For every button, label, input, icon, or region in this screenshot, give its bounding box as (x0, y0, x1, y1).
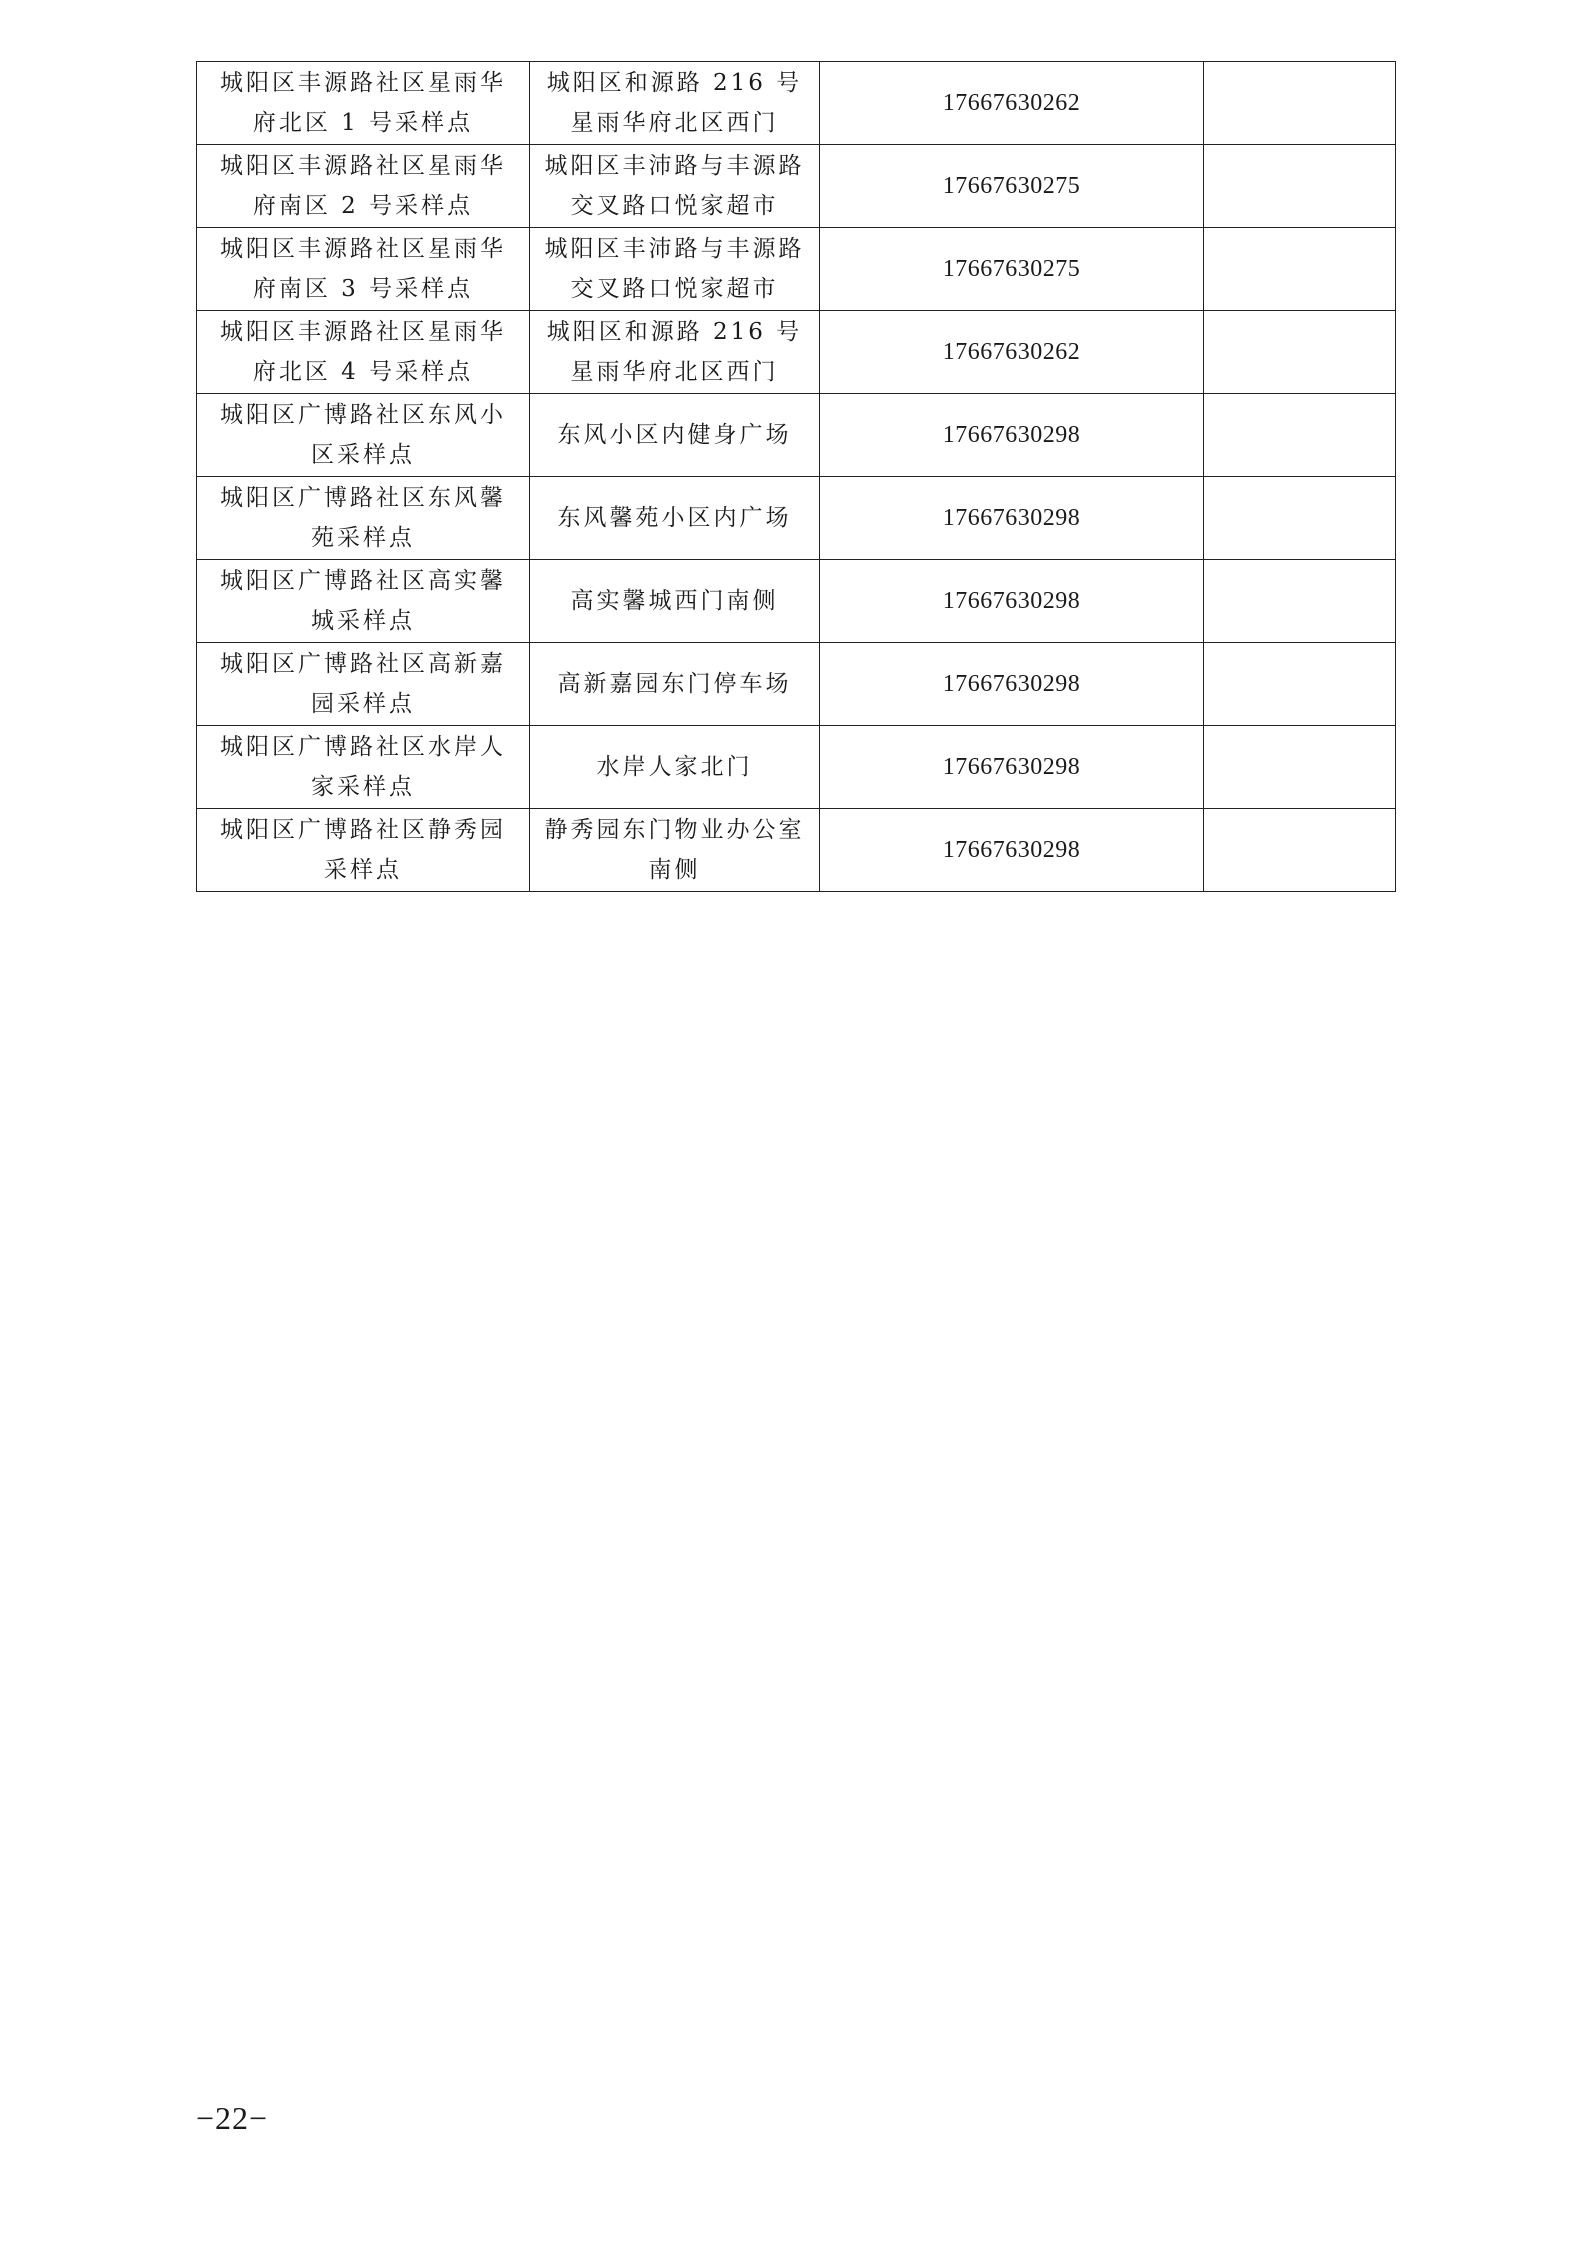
note-cell (1204, 62, 1396, 145)
note-cell (1204, 394, 1396, 477)
note-cell (1204, 311, 1396, 394)
address-cell: 城阳区丰沛路与丰源路交叉路口悦家超市 (530, 228, 820, 311)
table-row (197, 228, 1396, 311)
phone-cell: 17667630275 (820, 145, 1204, 228)
address-cell: 城阳区和源路 216 号星雨华府北区西门 (530, 62, 820, 145)
phone-cell: 17667630298 (820, 726, 1204, 809)
table-row (197, 145, 1396, 228)
address-cell: 城阳区丰沛路与丰源路交叉路口悦家超市 (530, 145, 820, 228)
note-cell (1204, 560, 1396, 643)
site-name-cell: 城阳区丰源路社区星雨华府北区 4 号采样点 (197, 311, 530, 394)
site-name-cell: 城阳区广博路社区东风小区采样点 (197, 394, 530, 477)
phone-cell: 17667630298 (820, 560, 1204, 643)
note-cell (1204, 228, 1396, 311)
note-cell (1204, 643, 1396, 726)
table-row (197, 643, 1396, 726)
phone-cell: 17667630298 (820, 394, 1204, 477)
note-cell (1204, 145, 1396, 228)
site-name-cell: 城阳区广博路社区高新嘉园采样点 (197, 643, 530, 726)
address-cell: 高实馨城西门南侧 (530, 560, 820, 643)
note-cell (1204, 726, 1396, 809)
table-row (197, 560, 1396, 643)
sampling-sites-table (196, 61, 1396, 892)
note-cell (1204, 477, 1396, 560)
address-cell: 水岸人家北门 (530, 726, 820, 809)
site-name-cell: 城阳区丰源路社区星雨华府南区 3 号采样点 (197, 228, 530, 311)
page-number: −22− (196, 2100, 269, 2136)
address-cell: 东风小区内健身广场 (530, 394, 820, 477)
site-name-cell: 城阳区广博路社区东风馨苑采样点 (197, 477, 530, 560)
phone-cell: 17667630262 (820, 311, 1204, 394)
site-name-cell: 城阳区丰源路社区星雨华府南区 2 号采样点 (197, 145, 530, 228)
phone-cell: 17667630298 (820, 643, 1204, 726)
site-name-cell: 城阳区广博路社区水岸人家采样点 (197, 726, 530, 809)
table-row (197, 809, 1396, 892)
note-cell (1204, 809, 1396, 892)
table-row (197, 62, 1396, 145)
address-cell: 高新嘉园东门停车场 (530, 643, 820, 726)
address-cell: 东风馨苑小区内广场 (530, 477, 820, 560)
table-row (197, 477, 1396, 560)
table-row (197, 394, 1396, 477)
address-cell: 静秀园东门物业办公室南侧 (530, 809, 820, 892)
phone-cell: 17667630298 (820, 809, 1204, 892)
site-name-cell: 城阳区广博路社区高实馨城采样点 (197, 560, 530, 643)
address-cell: 城阳区和源路 216 号星雨华府北区西门 (530, 311, 820, 394)
site-name-cell: 城阳区广博路社区静秀园采样点 (197, 809, 530, 892)
phone-cell: 17667630262 (820, 62, 1204, 145)
phone-cell: 17667630275 (820, 228, 1204, 311)
table-row (197, 311, 1396, 394)
phone-cell: 17667630298 (820, 477, 1204, 560)
table-body (197, 62, 1396, 892)
table-row (197, 726, 1396, 809)
site-name-cell: 城阳区丰源路社区星雨华府北区 1 号采样点 (197, 62, 530, 145)
